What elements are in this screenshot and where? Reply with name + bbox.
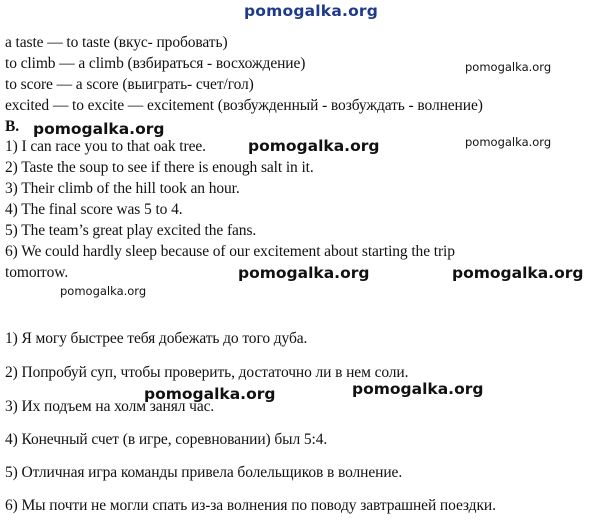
vocab-line-score: to score — a score (выиграть- счет/гол) (5, 76, 254, 93)
russian-sentence-2: 2) Попробуй суп, чтобы проверить, достаточно ли в нем соли. (5, 364, 409, 381)
watermark: pomogalka.org (465, 60, 552, 74)
english-sentence-2: 2) Taste the soup to see if there is enough salt in it. (5, 159, 314, 176)
watermark: pomogalka.org (144, 385, 276, 403)
english-sentence-6-cont: tomorrow. (5, 264, 69, 281)
watermark: pomogalka.org (238, 264, 370, 282)
watermark: pomogalka.org (248, 137, 380, 155)
watermark: pomogalka.org (60, 284, 147, 298)
vocab-line-climb: to climb — a climb (взбираться - восхождение) (5, 55, 306, 72)
header-watermark: pomogalka.org (244, 2, 379, 20)
english-sentence-4: 4) The final score was 5 to 4. (5, 201, 183, 218)
english-sentence-6: 6) We could hardly sleep because of our excitement about starting the trip (5, 243, 455, 260)
russian-sentence-1: 1) Я могу быстрее тебя добежать до того дуба. (5, 330, 308, 347)
watermark: pomogalka.org (452, 264, 584, 282)
vocab-line-excited: excited — to excite — excitement (возбужденный - возбуждать - волнение) (5, 97, 483, 114)
watermark: pomogalka.org (33, 120, 165, 138)
section-b-label: B. (5, 118, 20, 135)
watermark: pomogalka.org (465, 135, 552, 149)
russian-sentence-3: 3) Их подъем на холм занял час. (5, 398, 215, 415)
english-sentence-5: 5) The team’s great play excited the fans. (5, 222, 257, 239)
watermark: pomogalka.org (352, 380, 484, 398)
russian-sentence-4: 4) Конечный счет (в игре, соревновании) был 5:4. (5, 431, 328, 448)
russian-sentence-6: 6) Мы почти не могли спать из-за волнения по поводу завтрашней поездки. (5, 497, 496, 514)
russian-sentence-5: 5) Отличная игра команды привела болельщиков в волнение. (5, 464, 403, 481)
english-sentence-1: 1) I can race you to that oak tree. (5, 138, 206, 155)
english-sentence-3: 3) Their climb of the hill took an hour. (5, 180, 240, 197)
vocab-line-taste: a taste — to taste (вкус- пробовать) (5, 34, 228, 51)
